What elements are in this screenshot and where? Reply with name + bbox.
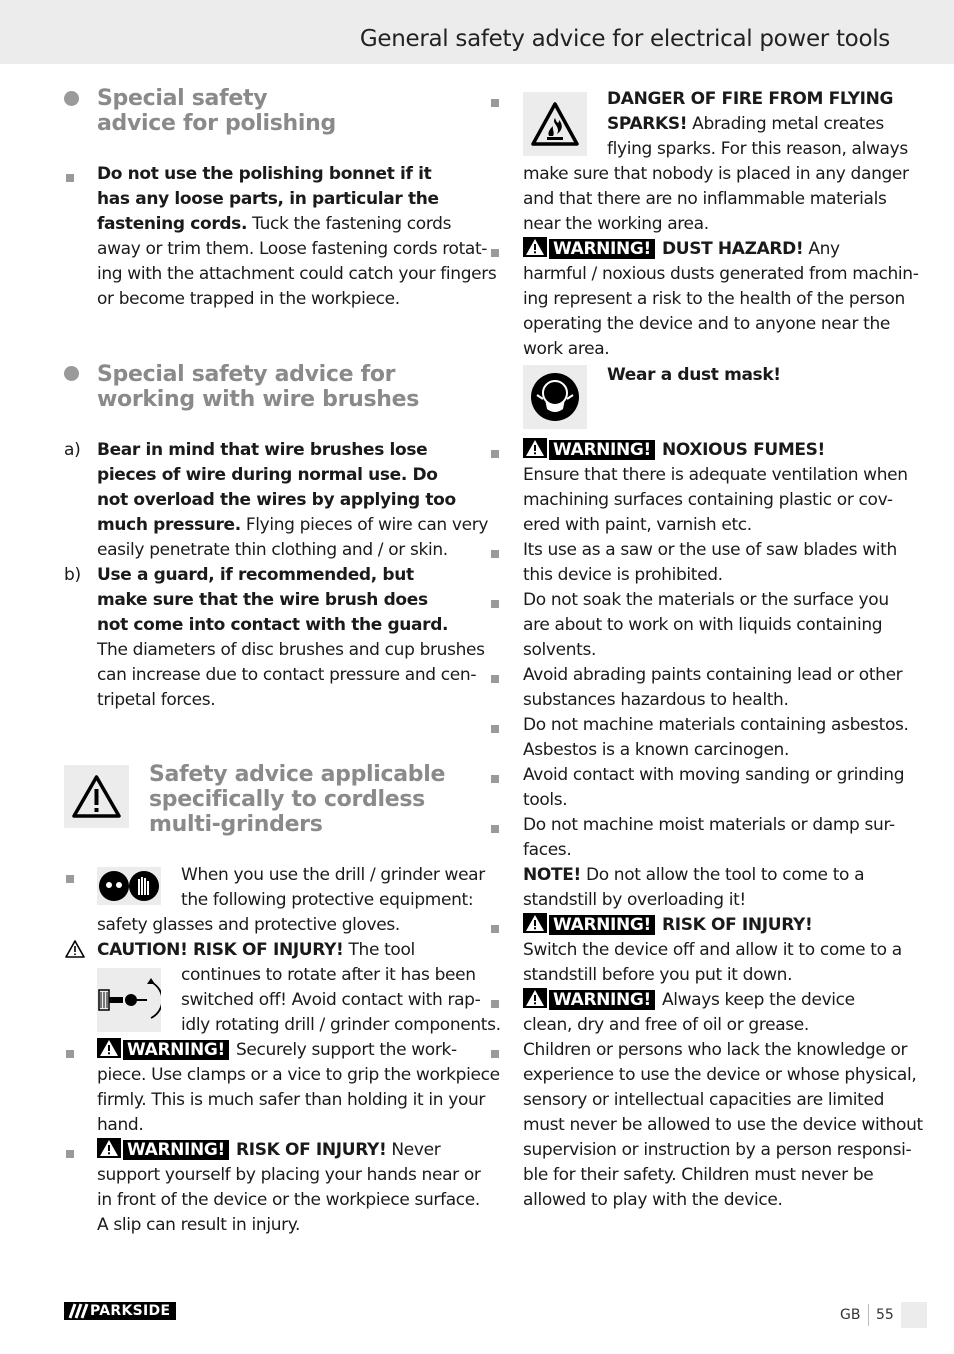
list-bullet (491, 675, 499, 683)
heading-cordless-line1: Safety advice applicable (149, 762, 446, 787)
text-line (97, 212, 451, 237)
text-line: standstill by overloading it! (523, 890, 746, 910)
page-number: 55 (876, 1307, 894, 1323)
text-line: Its use as a saw or the use of saw blades with (523, 540, 897, 560)
text-bold: fastening cords. (97, 214, 248, 234)
warning-badge: WARNING! (123, 1040, 229, 1060)
heading-wire-line1: Special safety advice for (97, 362, 396, 387)
list-bullet (491, 249, 499, 257)
list-bullet (491, 1000, 499, 1008)
page-tab-marker (901, 1302, 927, 1328)
text-bold: DUST HAZARD! (661, 239, 804, 259)
list-bullet (491, 600, 499, 608)
text-line: Do not use the polishing bonnet if it (97, 164, 432, 184)
dust-mask-icon (523, 365, 587, 429)
text-line: harmful / noxious dusts generated from machin- (523, 264, 919, 284)
text-line: operating the device and to anyone near the (523, 314, 891, 334)
text-line: has any loose parts, in particular the (97, 189, 439, 209)
text-line: When you use the drill / grinder wear (181, 865, 485, 885)
text-line: Switch the device off and allow it to come to a (523, 940, 902, 960)
list-bullet (491, 725, 499, 733)
text-line: flying sparks. For this reason, always (607, 139, 908, 159)
text-line: this device is prohibited. (523, 565, 723, 585)
brand-logo (64, 1302, 176, 1320)
text-line: firmly. This is much safer than holding it in your (97, 1090, 486, 1110)
text-line: allowed to play with the device. (523, 1190, 783, 1210)
text-line: hand. (97, 1115, 144, 1135)
text-line (607, 112, 884, 137)
list-bullet (491, 1050, 499, 1058)
text-line (523, 237, 840, 262)
text-line: ing with the attachment could catch your fingers (97, 264, 497, 284)
heading-bullet (64, 366, 79, 381)
text-line: Do not soak the materials or the surface you (523, 590, 889, 610)
text-line: not overload the wires by applying too (97, 490, 456, 510)
text-line: Do not machine moist materials or damp sur- (523, 815, 895, 835)
text-span: Flying pieces of wire can very (240, 515, 489, 535)
text-line: tripetal forces. (97, 690, 216, 710)
text-span: Abrading metal creates (687, 114, 884, 134)
heading-bullet (64, 91, 79, 106)
text-line: Avoid contact with moving sanding or grinding (523, 765, 905, 785)
text-line: ble for their safety. Children must never be (523, 1165, 874, 1185)
text-line: supervision or instruction by a person responsi- (523, 1140, 912, 1160)
text-bold: NOXIOUS FUMES! (661, 440, 825, 460)
text-line: support yourself by placing your hands near or (97, 1165, 481, 1185)
list-bullet (491, 825, 499, 833)
fire-hazard-icon (523, 92, 587, 156)
page-header (0, 0, 954, 64)
text-line: or become trapped in the workpiece. (97, 289, 400, 309)
warning-triangle-icon (64, 765, 129, 828)
text-line (97, 1138, 440, 1163)
text-line: Children or persons who lack the knowledge or (523, 1040, 908, 1060)
warning-triangle-icon (523, 913, 547, 933)
page-title: General safety advice for electrical power tools (359, 26, 890, 52)
text-bold: much pressure. (97, 515, 241, 535)
text-line: ered with paint, varnish etc. (523, 515, 752, 535)
text-line (97, 513, 488, 538)
text-bold: RISK OF INJURY! (235, 1140, 387, 1160)
text-line: faces. (523, 840, 572, 860)
heading-cordless-line3: multi-grinders (149, 812, 323, 837)
warning-triangle-icon (523, 237, 547, 257)
text-line: solvents. (523, 640, 597, 660)
warning-triangle-icon (97, 1038, 121, 1058)
warning-badge: WARNING! (549, 990, 655, 1010)
text-line: work area. (523, 339, 610, 359)
text-span: Securely support the work- (230, 1040, 457, 1060)
text-span: Any (803, 239, 840, 259)
list-bullet (66, 174, 74, 182)
brand-name: PARKSIDE (90, 1303, 171, 1319)
list-bullet (491, 775, 499, 783)
text-line: can increase due to contact pressure and cen- (97, 665, 477, 685)
warning-badge: WARNING! (123, 1140, 229, 1160)
text-line: Bear in mind that wire brushes lose (97, 440, 428, 460)
text-line (523, 913, 812, 938)
text-line: piece. Use clamps or a vice to grip the workpiece (97, 1065, 500, 1085)
text-line (523, 438, 825, 463)
text-bold: RISK OF INJURY! (661, 915, 813, 935)
list-label: b) (64, 565, 81, 585)
warning-triangle-icon (523, 988, 547, 1008)
text-line: machining surfaces containing plastic or cov- (523, 490, 893, 510)
text-span: Always keep the device (656, 990, 855, 1010)
text-line: Use a guard, if recommended, but (97, 565, 414, 585)
text-line: not come into contact with the guard. (97, 615, 449, 635)
text-line: make sure that nobody is placed in any danger (523, 164, 909, 184)
text-line: clean, dry and free of oil or grease. (523, 1015, 809, 1035)
text-line: substances hazardous to health. (523, 690, 789, 710)
text-line: easily penetrate thin clothing and / or skin. (97, 540, 448, 560)
text-line: Wear a dust mask! (607, 365, 781, 385)
warning-badge: WARNING! (549, 440, 655, 460)
text-line: near the working area. (523, 214, 709, 234)
safety-glasses-gloves-icon (97, 867, 161, 905)
text-line: in front of the device or the workpiece surface. (97, 1190, 480, 1210)
text-span: The tool (343, 940, 415, 960)
warning-triangle-icon (97, 1138, 121, 1158)
text-line (523, 988, 855, 1013)
text-line: The diameters of disc brushes and cup brushes (97, 640, 485, 660)
rotating-tool-icon (97, 968, 161, 1032)
warning-triangle-icon (523, 438, 547, 458)
text-line (523, 863, 864, 888)
footer-divider (868, 1304, 869, 1326)
text-span: Never (386, 1140, 441, 1160)
caution-triangle-icon (64, 939, 86, 963)
text-line: and that there are no inflammable materials (523, 189, 887, 209)
logo-stripes-icon (66, 1302, 92, 1320)
text-line: make sure that the wire brush does (97, 590, 428, 610)
text-line: tools. (523, 790, 568, 810)
text-line: must never be allowed to use the device without (523, 1115, 923, 1135)
text-line: switched off! Avoid contact with rap- (181, 990, 481, 1010)
text-span: Tuck the fastening cords (247, 214, 452, 234)
text-bold: NOTE! (523, 865, 581, 885)
list-bullet (491, 550, 499, 558)
text-line: away or trim them. Loose fastening cords rotat- (97, 239, 488, 259)
text-line: A slip can result in injury. (97, 1215, 301, 1235)
text-line: Avoid abrading paints containing lead or other (523, 665, 903, 685)
list-bullet (491, 925, 499, 933)
text-line (97, 1038, 457, 1063)
text-line: ing represent a risk to the health of the person (523, 289, 905, 309)
text-line: standstill before you put it down. (523, 965, 793, 985)
text-line: experience to use the device or whose physical, (523, 1065, 917, 1085)
heading-polishing-line2: advice for polishing (97, 111, 336, 136)
heading-wire-line2: working with wire brushes (97, 387, 420, 412)
list-label: a) (64, 440, 81, 460)
list-bullet (491, 99, 499, 107)
list-bullet (66, 1150, 74, 1158)
heading-cordless-line2: specifically to cordless (149, 787, 425, 812)
text-line: Ensure that there is adequate ventilation when (523, 465, 908, 485)
text-span: Do not allow the tool to come to a (580, 865, 865, 885)
text-line: are about to work on with liquids containing (523, 615, 883, 635)
text-line: sensory or intellectual capacities are limited (523, 1090, 885, 1110)
text-bold: SPARKS! (607, 114, 688, 134)
heading-polishing-line1: Special safety (97, 86, 268, 111)
text-line: idly rotating drill / grinder components. (181, 1015, 501, 1035)
language-code: GB (840, 1307, 861, 1323)
text-line: safety glasses and protective gloves. (97, 915, 400, 935)
list-bullet (66, 875, 74, 883)
text-line: the following protective equipment: (181, 890, 474, 910)
text-bold: CAUTION! RISK OF INJURY! (97, 940, 344, 960)
list-bullet (66, 1050, 74, 1058)
warning-badge: WARNING! (549, 915, 655, 935)
text-line: DANGER OF FIRE FROM FLYING (607, 89, 894, 109)
warning-badge: WARNING! (549, 239, 655, 259)
text-line: continues to rotate after it has been (181, 965, 476, 985)
text-line: Do not machine materials containing asbestos. (523, 715, 909, 735)
list-bullet (491, 450, 499, 458)
text-line: Asbestos is a known carcinogen. (523, 740, 790, 760)
text-line (97, 938, 415, 963)
text-line: pieces of wire during normal use. Do (97, 465, 438, 485)
